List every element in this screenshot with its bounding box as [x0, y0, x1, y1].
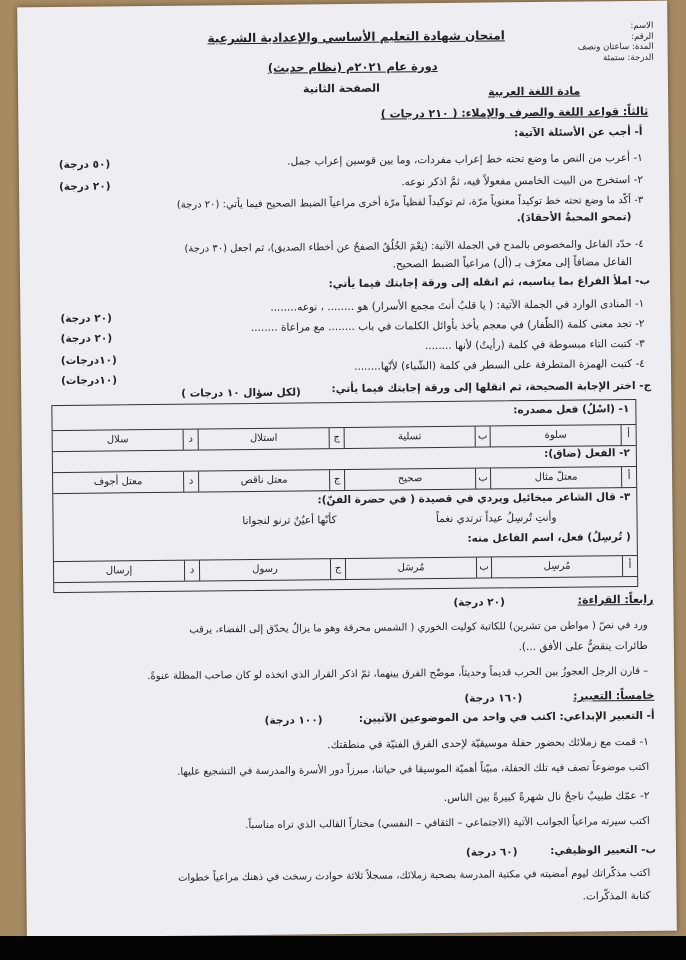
- mc-question-3: ٣- قال الشاعر ميخائيل ويردي في قصيدة ( في حضرة الفنّ):: [317, 491, 631, 507]
- question-3b-3: ٣- كتبت التاء مبسوطة في كلمة (رأيتُ) لأنها ........: [424, 337, 645, 353]
- question-3b-3-mark: (١٠درجات): [60, 354, 117, 367]
- question-3b-1: ١- المنادى الوارد في الجملة الآتية: ( يا قلبُ أنتَ مجمع الأسرار) هو ........ ، نوعه........: [270, 297, 645, 314]
- mc-1-letter-b: ب: [475, 427, 490, 447]
- mc-3-option-c: رسول: [199, 559, 330, 580]
- mc-1-option-d: سلال: [106, 434, 129, 446]
- mc-2-letter-c: ج: [329, 470, 344, 490]
- section4-question: – قارن الرجل العجوزُ بين الحرب قديماً وحديثاً، موضّح الفرق بينهما، ثمّ اذكر القرار الذي اتخذه لو كان صاحب المظلة عنوةً.: [147, 665, 649, 683]
- question-3a-4-cont: الفاعل مضافاً إلى معرّف بـ (أل) مراعياً الضبط الصحيح.: [392, 256, 632, 271]
- exam-paper: [17, 1, 677, 938]
- mc-3-verse-second-half: كأنّها أعيُنٌ ترنو لنجوانا: [242, 514, 337, 528]
- functional-writing-mark: (٦٠ درجة): [465, 846, 518, 859]
- question-3a-3: ٣- أكّد ما وضع تحته خط توكيداً معنوياً مرّة، ثم توكيداً لفظياً مرّة أخرى مراعياً الضبط الصحيح فيما يأتي: (٢٠ درجة): [176, 194, 644, 211]
- mc-3-option-d: إرسال: [105, 565, 133, 577]
- question-3a-2-mark: (٢٠ درجة): [58, 180, 111, 193]
- question-3b-2: ٢- تجد معنى كلمة (الظّفار) في معجم يأخذ بأوائل الكلمات في باب ........ مع مراعاة ........: [250, 317, 645, 334]
- question-3b-4-mark: (١٠درجات): [60, 374, 118, 387]
- creative-topic-2-task: اكتب سيرته مراعياً الجوانب الآتية (الاجتماعي – الثقافي – النفسي) مختاراً القالب الذي تراه مناسباً.: [245, 815, 650, 832]
- multiple-choice-table: [51, 399, 638, 593]
- section5-title: خامساً: التعبير:: [573, 688, 655, 703]
- question-3a-3-sentence: (تمحو المحبةُ الأحقادَ).: [516, 211, 632, 225]
- mc-3-letter-a: أ: [622, 556, 637, 576]
- candidate-number-label: الرقم:: [631, 31, 654, 42]
- mc-1-letter-c: ج: [329, 428, 344, 448]
- functional-writing-task: اكتب مذكّراتك ليوم أمضيته في مكتبة المدرسة بصحبة زملائك، مسجلاً ثلاثة حوادث رسخت في ذهنك مراعياً خطوات: [178, 867, 651, 884]
- mc-options-2: [53, 466, 636, 494]
- functional-writing-title: ب- التعبير الوظيفي:: [550, 843, 657, 857]
- creative-writing-mark: (١٠٠ درجة): [264, 714, 323, 727]
- mc-2-letter-d: د: [183, 472, 198, 492]
- mc-1-option-a: سلوة: [490, 425, 621, 446]
- mc-1-letter-a: أ: [621, 425, 636, 445]
- section3-part-b: ب- املأ الفراغ بما يناسبه، ثم انقله إلى ورقة إجابتك فيما يأتي:: [328, 274, 651, 291]
- question-3b-1-mark: (٢٠ درجة): [60, 312, 112, 325]
- question-3a-1-mark: (٥٠ درجة): [58, 158, 111, 172]
- mc-1-option-c: استلال: [198, 428, 329, 449]
- question-3a-4: ٤- حدّد الفاعل والمخصوص بالمدح في الجملة الآتية: (نِعْمَ الخُلُقُ الصفحُ عن أخطاء الصديق)، ثم اجعل (٣٠ درجة): [184, 238, 644, 255]
- section4-title: رابعاً: القراءة:: [577, 592, 654, 607]
- mc-3-letter-b: ب: [476, 557, 491, 577]
- section5-mark: (١٦٠ درجة): [464, 692, 523, 705]
- mc-2-option-c: معتل ناقص: [198, 470, 329, 491]
- mc-question-2: ٢- الفعل (ضاق):: [544, 447, 630, 460]
- mc-3-verse-first-half: وأنتِ تُرسِلُ عيداً ترتدي نغماً: [435, 511, 557, 526]
- creative-topic-1: ١- قمت مع زملائك بحضور حفلة موسيقيّة لإحدى الفرق الفنيّة في منطقتك.: [327, 735, 649, 752]
- mc-2-letter-a: أ: [621, 467, 636, 487]
- mc-3-option-a: مُرسِل: [491, 556, 622, 577]
- mc-2-option-b: صحيح: [344, 469, 475, 490]
- question-3b-2-mark: (٢٠ درجة): [60, 332, 113, 345]
- section3-part-a: أ- أجب عن الأسئلة الآتية:: [514, 125, 643, 140]
- page-number: الصفحة الثانية: [302, 81, 380, 96]
- bottom-black-bar: [0, 936, 686, 960]
- section3-part-c-mark: ( لكل سؤال ١٠ درجات): [181, 386, 301, 400]
- mc-1-letter-d: د: [183, 430, 198, 450]
- exam-session: دورة عام ٢٠٢١م (نظام حديث): [267, 59, 438, 75]
- mc-3-letter-d: د: [184, 561, 199, 581]
- candidate-name-label: الاسم:: [630, 20, 654, 32]
- mc-3-note: ( تُرسِلُ) فعل، اسم الفاعل منه:: [467, 531, 631, 545]
- creative-topic-1-task: اكتب موضوعاً تصف فيه تلك الحفلة، مبيّناً أهميّة الموسيقا في حياتنا، مبرزاً دور الأسرة والمدرسة في التشجيع عليها.: [177, 761, 650, 778]
- section4-text-2: طائرات ينقضُّ على الأفق ...).: [518, 639, 648, 654]
- mc-2-letter-b: ب: [475, 469, 490, 489]
- section4-mark: (٢٠ درجة): [453, 596, 505, 609]
- mc-3-letter-c: ج: [330, 559, 345, 579]
- question-3a-2: ٢- استخرج من البيت الخامس مفعولاً فيه، ثمَّ اذكر نوعه.: [401, 173, 644, 189]
- functional-writing-task-cont: كتابة المذكّرات.: [582, 889, 651, 903]
- mc-options-3: [54, 555, 637, 583]
- section4-text-1: ورد في نصّ ( مواطن من تشرين) للكاتبة كوليت الخوري ( الشمس محرقة وهو ما يزالُ يحدّق إلى الفضاء، يرقب: [189, 619, 648, 636]
- creative-topic-2: ٢- عمّك طبيبٌ ناجحٌ نال شهرةً كبيرةً بين الناس.: [443, 789, 650, 805]
- mc-1-option-b: تسلية: [344, 427, 475, 448]
- section3-title: ثالثاً: قواعد اللغة والصرف والإملاء: ( ٢١٠ درجات ): [380, 104, 649, 121]
- exam-duration: المدة: ساعتان ونصف: [577, 41, 654, 53]
- question-3b-4: ٤- كتبت الهمزة المتطرفة على السطر في كلمة (الشّباء) لأنّها........: [354, 357, 645, 373]
- mc-question-1: ١- (اسْلُ) فعل مصدره:: [513, 403, 630, 417]
- mc-2-option-a: معتلّ مثال: [490, 467, 621, 488]
- mc-2-option-d: معتل أجوف: [93, 476, 143, 488]
- creative-writing-title: أ- التعبير الإبداعي: اكتب في واحد من الموضوعين الآتيين:: [358, 709, 655, 725]
- exam-grade: الدرجة: ستمئة: [603, 52, 654, 63]
- exam-title: امتحان شهادة التعليم الأساسي والإعدادية الشرعية: [207, 28, 505, 46]
- section3-part-c: ج- اختر الإجابة الصحيحة، ثم انقلها إلى ورقة إجابتك فيما يأتي:: [331, 379, 652, 396]
- question-3a-1: ١- أعرب من النص ما وضع تحته خط إعراب مفردات، وما بين قوسين إعراب جمل.: [287, 151, 643, 168]
- candidate-info: [577, 21, 653, 64]
- subject-name: مادة اللغة العربية: [487, 84, 581, 99]
- mc-3-option-b: مُرسَل: [345, 558, 476, 579]
